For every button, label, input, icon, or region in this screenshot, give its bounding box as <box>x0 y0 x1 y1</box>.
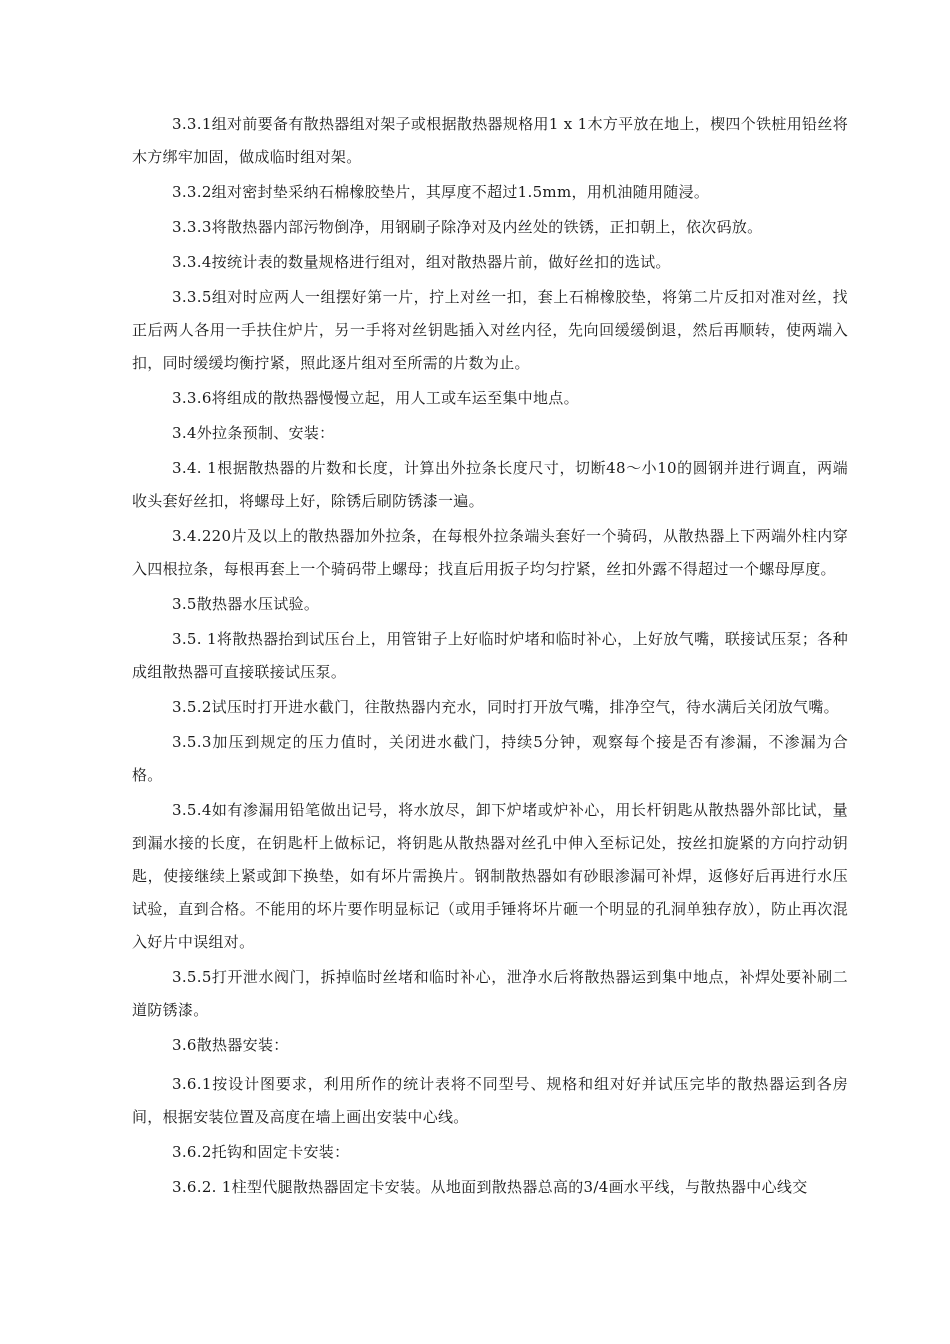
paragraph-3-3-1: 3.3.1组对前要备有散热器组对架子或根据散热器规格用1 x 1木方平放在地上，楔四个铁桩用铅丝将木方绑牢加固，做成临时组对架。 <box>132 115 848 166</box>
paragraph-3-3-6: 3.3.6将组成的散热器慢慢立起，用人工或车运至集中地点。 <box>172 389 579 407</box>
paragraph-3-6-2-1: 3.6.2. 1柱型代腿散热器固定卡安装。从地面到散热器总高的3/4画水平线，与散热器中心线交 <box>172 1178 808 1196</box>
heading-3-6-2: 3.6.2托钩和固定卡安装： <box>172 1143 350 1161</box>
document-body <box>132 108 848 1206</box>
heading-3-5: 3.5散热器水压试验。 <box>172 595 320 613</box>
paragraph-3-6-1: 3.6.1按设计图要求，利用所作的统计表将不同型号、规格和组对好并试压完毕的散热器运到各房间，根据安装位置及高度在墙上画出安装中心线。 <box>132 1075 848 1126</box>
paragraph-3-5-5: 3.5.5打开泄水阀门，拆掉临时丝堵和临时补心，泄净水后将散热器运到集中地点，补焊处要补刷二道防锈漆。 <box>132 968 848 1019</box>
heading-3-6: 3.6散热器安装： <box>172 1036 289 1054</box>
paragraph-3-5-1: 3.5. 1将散热器抬到试压台上，用管钳子上好临时炉堵和临时补心，上好放气嘴，联接试压泵；各种成组散热器可直接联接试压泵。 <box>132 630 848 681</box>
heading-3-4: 3.4外拉条预制、安装： <box>172 424 335 442</box>
paragraph-3-4-2: 3.4.220片及以上的散热器加外拉条，在每根外拉条端头套好一个骑码，从散热器上下两端外柱内穿入四根拉条，每根再套上一个骑码带上螺母；找直后用扳子均匀拧紧，丝扣外露不得超过一个螺母厚度。 <box>132 527 848 578</box>
paragraph-3-3-4: 3.3.4按统计表的数量规格进行组对，组对散热器片前，做好丝扣的选试。 <box>172 253 671 271</box>
paragraph-3-4-1: 3.4. 1根据散热器的片数和长度，计算出外拉条长度尺寸，切断48〜小10的圆钢并进行调直，两端收头套好丝扣，将螺母上好，除锈后刷防锈漆一遍。 <box>132 459 848 510</box>
paragraph-3-5-4: 3.5.4如有渗漏用铅笔做出记号，将水放尽，卸下炉堵或炉补心，用长杆钥匙从散热器外部比试，量到漏水接的长度，在钥匙杆上做标记，将钥匙从散热器对丝孔中伸入至标记处，按丝扣旋紧的方向拧动钥匙，使接继续上紧或卸下换垫，如有坏片需换片。钢制散热器如有砂眼渗漏可补焊，返修好后再进行水压试验，直到合格。不能用的坏片要作明显标记（或用手锤将坏片砸一个明显的孔洞单独存放），防止再次混入好片中误组对。 <box>132 801 848 951</box>
paragraph-3-3-3: 3.3.3将散热器内部污物倒净，用钢刷子除净对及内丝处的铁锈，正扣朝上，依次码放。 <box>172 218 763 236</box>
paragraph-3-3-2: 3.3.2组对密封垫采纳石棉橡胶垫片，其厚度不超过1.5mm，用机油随用随浸。 <box>172 183 710 201</box>
paragraph-3-5-2: 3.5.2试压时打开进水截门，往散热器内充水，同时打开放气嘴，排净空气，待水满后关闭放气嘴。 <box>172 698 839 716</box>
paragraph-3-3-5: 3.3.5组对时应两人一组摆好第一片，拧上对丝一扣，套上石棉橡胶垫，将第二片反扣对准对丝，找正后两人各用一手扶住炉片，另一手将对丝钥匙插入对丝内径，先向回缓缓倒退，然后再顺转，使两端入扣，同时缓缓均衡拧紧，照此逐片组对至所需的片数为止。 <box>132 288 848 372</box>
paragraph-3-5-3: 3.5.3加压到规定的压力值时，关闭进水截门，持续5分钟，观察每个接是否有渗漏，不渗漏为合格。 <box>132 733 848 784</box>
